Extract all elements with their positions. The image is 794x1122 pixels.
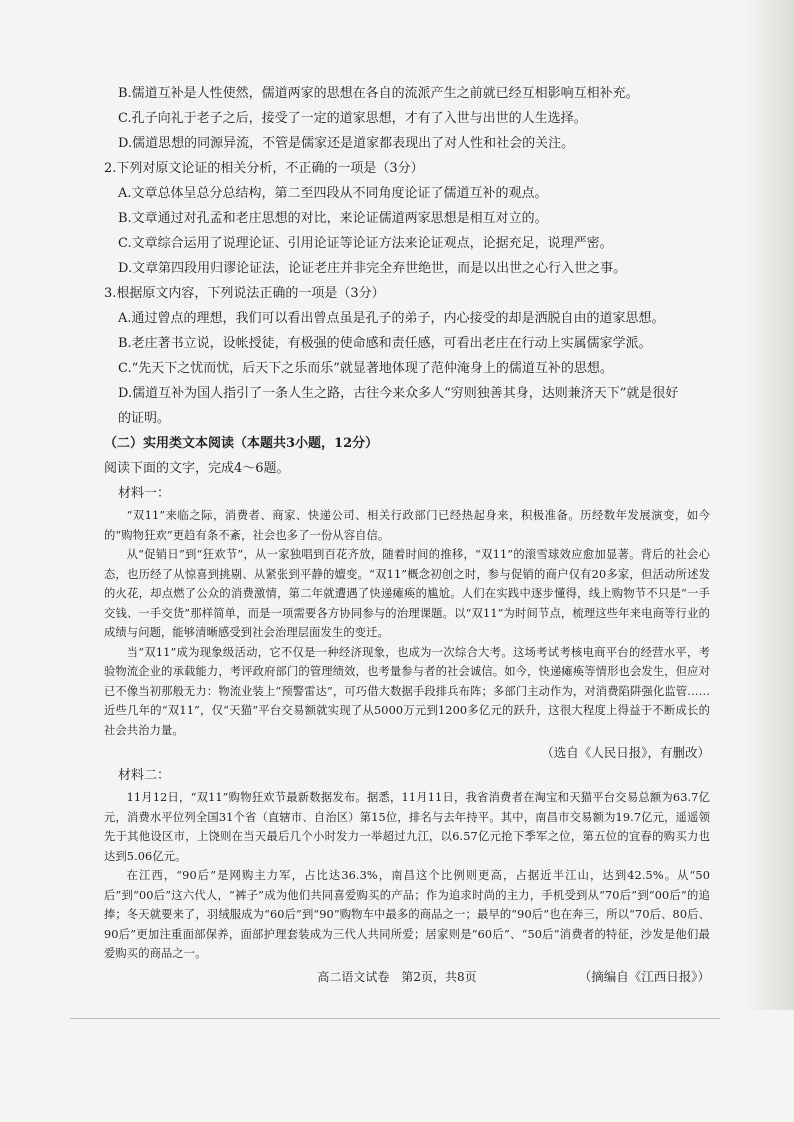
q3-option-d-continued: 的证明。	[118, 411, 171, 426]
q2-option-d: D.文章第四段用归谬论证法，论证老庄并非完全弃世绝世，而是以出世之心行入世之事。	[118, 261, 627, 276]
q3-option-b: B.老庄著书立说，设帐授徒，有极强的使命感和责任感，可看出老庄在行动上实属儒家学派。	[118, 336, 652, 351]
q1-option-c: C.孔子向礼于老子之后，接受了一定的道家思想，才有了入世与出世的人生选择。	[118, 111, 587, 126]
q2-option-a: A.文章总体呈总分总结构，第二至四段从不同角度论证了儒道互补的观点。	[118, 186, 548, 201]
material1-paragraph: 当“双11”成为现象级活动，它不仅是一种经济现象，也成为一次综合大考。这场考试考核电商平台的经营水平，考验物流企业的承载能力，考评政府部门的管理绩效，也考量参与者的社会诚信。如今，快递瘫痪等情形也会发生，但应对已不像当初那般无力：物流业装上“预警雷达”，可巧借大数据手段排兵布阵；多部门主动作为，对消费陷阱强化监管……近些几年的“双11”，仅“天猫”平台交易额就实现了从5000万元到1200多亿元的跃升，这很大程度上得益于不断成长的社会共治力量。	[104, 645, 710, 737]
material1-paragraph: 从“促销日”到“狂欢节”，从一家独唱到百花齐放，随着时间的推移，“双11”的滚雪球效应愈加显著。背后的社会心态，也历经了从惊喜到挑剔、从紧张到平静的嬗变。“双11”概念初创之时，参与促销的商户仅有20多家，但活动所述发的火花，却点燃了公众的消费激情，第二年就遭遇了快递瘫痪的尴尬。人们在实践中逐步懂得，线上购物节不只是“一手交钱、一手交货”那样简单，而是一项需要各方协同参与的治理课题。以“双11”为时间节点，梳理这些年来电商等行业的成绩与问题，能够清晰感受到社会治理层面发生的变迁。	[104, 548, 710, 639]
q2-stem: 2.下列对原文论证的相关分析，不正确的一项是（3分）	[104, 161, 424, 176]
q3-option-d: D.儒道互补为国人指引了一条人生之路，古往今来众多人“穷则独善其身，达则兼济天下”就是很好	[118, 386, 679, 401]
material1-paragraph: “双11”来临之际，消费者、商家、快递公司、相关行政部门已经热起身来，积极准备。历经数年发展演变，如今的“购物狂欢”更趋有条不紊，社会也多了一份从容自信。	[104, 509, 710, 542]
page-content	[104, 86, 710, 992]
q3-option-a: A.通过曾点的理想，我们可以看出曾点虽是孔子的弟子，内心接受的却是洒脱自由的道家思想。	[118, 311, 665, 326]
material2-title: 材料二：	[118, 768, 171, 783]
material2-paragraph: 11月12日，“双11”购物狂欢节最新数据发布。据悉，11月11日，我省消费者在淘宝和天猫平台交易总额为63.7亿元，消费水平位列全国31个省（直辖市、自治区）第15位，排名与去年持平。其中，南昌市交易额为19.7亿元，遥遥领先于其他设区市，上饶则在当天最后几个小时发力一举超过九江，以6.57亿元抢下季军之位，第五位的宜春的购买力也达到5.06亿元。	[104, 791, 710, 863]
section-title: （二）实用类文本阅读（本题共3小题，12分）	[104, 436, 379, 451]
material2-paragraph: 在江西，“90后”是网购主力军，占比达36.3%，南昌这个比例则更高，占据近半江山，达到42.5%。从“50后”到“00后”这六代人，“裤子”成为他们共同喜爱购买的产品；作为追求时尚的主力，手机受到从“70后”到“00后”的追捧；冬天就要来了，羽绒服成为“60后”到“90”购物车中最多的商品之一；最早的“90后”也在奔三，所以“70后、80后、90后”更加注重面部保养，面部护理套装成为三代人共同所爱；居家则是“60后”、“50后”消费者的特征，沙发是他们最爱购买的商品之一。	[104, 869, 710, 960]
q1-option-d: D.儒道思想的同源异流，不管是儒家还是道家都表现出了对人性和社会的关注。	[118, 136, 575, 151]
section-instruction: 阅读下面的文字，完成4～6题。	[104, 461, 290, 476]
material1-source: （选自《人民日报》，有删改）	[541, 745, 710, 760]
q3-stem: 3.根据原文内容，下列说法正确的一项是（3分）	[104, 286, 385, 301]
q2-option-c: C.文章综合运用了说理论证、引用论证等论证方法来论证观点，论据充足，说理严密。	[118, 236, 613, 251]
material2-source: （摘编自《江西日报》）	[578, 968, 710, 984]
page-footer: 高二语文试卷 第2页，共8页	[317, 970, 477, 984]
q1-option-b: B.儒道互补是人性使然，儒道两家的思想在各自的流派产生之前就已经互相影响互相补充。	[118, 86, 639, 101]
material1-title: 材料一：	[118, 486, 171, 501]
q3-option-c: C.“先天下之忧而忧，后天下之乐而乐”就显著地体现了范仲淹身上的儒道互补的思想。	[118, 361, 613, 376]
q2-option-b: B.文章通过对孔孟和老庄思想的对比，来论证儒道两家思想是相互对立的。	[118, 211, 548, 226]
scan-shadow	[746, 0, 794, 1010]
scan-edge-line	[70, 1018, 720, 1019]
